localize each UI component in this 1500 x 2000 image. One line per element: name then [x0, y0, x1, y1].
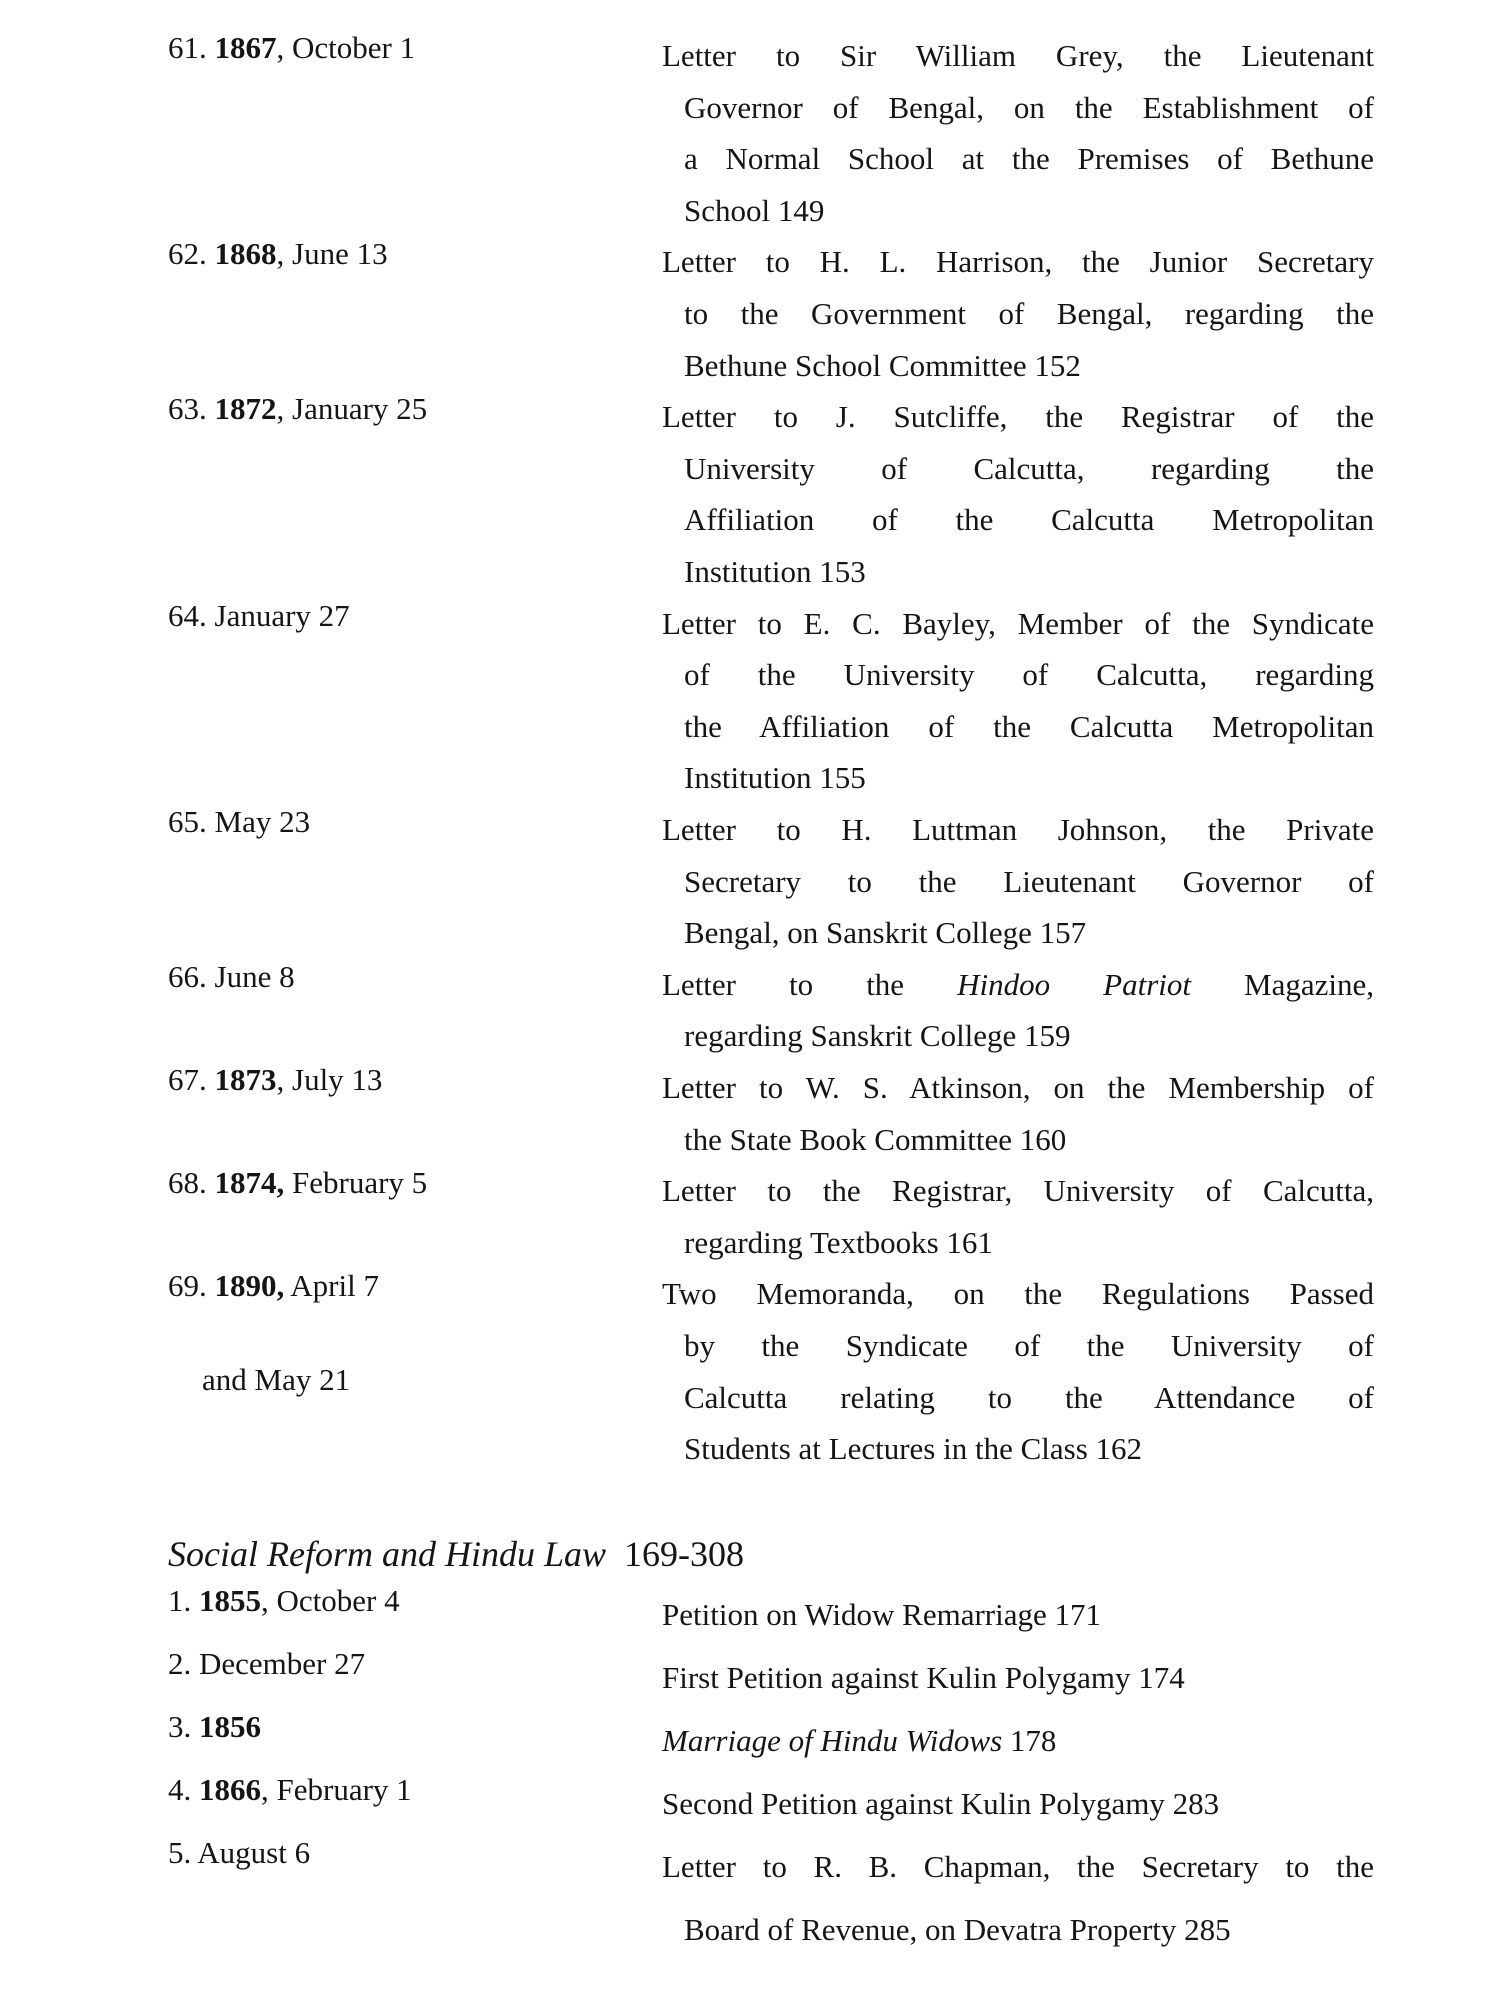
entry-number: 3.: [168, 1709, 192, 1744]
text-segment: Students at Lectures in the Class 162: [684, 1431, 1143, 1467]
entry-date: [168, 30, 415, 66]
entry-number: 5.: [168, 1835, 192, 1870]
entry-date: [168, 1583, 400, 1619]
text-segment: 178: [1002, 1723, 1057, 1758]
entry-description: [662, 236, 1374, 391]
description-line: [684, 288, 1374, 340]
entry-date: [168, 1772, 412, 1808]
entry-date: [168, 1646, 365, 1682]
description-line: [662, 30, 1374, 82]
section-pages: 169-308: [624, 1534, 744, 1574]
description-line: [684, 1114, 1374, 1166]
description-line: [662, 1835, 1374, 1898]
entry-description: [662, 1268, 1374, 1474]
entry-date-rest: , October 4: [261, 1583, 400, 1618]
entry-date: [168, 1709, 261, 1745]
description-line: [662, 804, 1374, 856]
text-segment: Bengal, on Sanskrit College 157: [684, 915, 1087, 951]
entry-date-rest: January 27: [214, 597, 350, 633]
description-line: [684, 340, 1374, 392]
text-segment: First Petition against Kulin Polygamy 174: [662, 1660, 1185, 1695]
entry-date-rest: , June 13: [276, 236, 388, 272]
description-line: [662, 1709, 1374, 1772]
entry-year: 1890,: [214, 1268, 285, 1304]
entry-date-rest: , July 13: [276, 1062, 383, 1097]
entry-date-rest: , October 1: [276, 30, 416, 65]
entry-description: [662, 391, 1374, 597]
entry-description: [662, 1772, 1374, 1835]
text-segment: Letter to E. C. Bayley, Member of the Syndicate: [662, 605, 1374, 641]
entry-year: 1874,: [214, 1165, 285, 1201]
text-segment: Letter to W. S. Atkinson, on the Membership of: [662, 1070, 1374, 1105]
text-segment: the Affiliation of the Calcutta Metropolitan: [684, 708, 1374, 744]
text-segment: Letter to H. Luttman Johnson, the Private: [662, 812, 1374, 847]
entry-description: [662, 804, 1374, 959]
text-segment: Two Memoranda, on the Regulations Passed: [662, 1276, 1374, 1312]
description-line: [684, 1320, 1374, 1372]
text-segment: Letter to Sir William Grey, the Lieutenant: [662, 38, 1374, 73]
description-line: [684, 443, 1374, 495]
entry-date-rest: , January 25: [276, 391, 428, 427]
description-line: [684, 1898, 1374, 1961]
entry-description: [662, 1835, 1374, 1961]
description-line: [684, 546, 1374, 598]
entry-date: [168, 391, 427, 427]
text-segment: regarding Textbooks 161: [684, 1224, 993, 1260]
entry-description: [662, 598, 1374, 804]
entry-date-rest: August 6: [197, 1835, 311, 1870]
text-segment: Calcutta relating to the Attendance of: [684, 1379, 1374, 1415]
description-line: [684, 82, 1374, 134]
description-line: [684, 133, 1374, 185]
entry-date: [168, 598, 350, 634]
text-segment: regarding Sanskrit College 159: [684, 1018, 1071, 1054]
entry-date: [168, 1268, 379, 1304]
entry-year: 1856: [199, 1709, 261, 1744]
description-line: [662, 1646, 1374, 1709]
entry-number: 67.: [168, 1062, 207, 1097]
entry-number: 62.: [168, 236, 207, 272]
entry-description: [662, 1165, 1374, 1268]
text-segment: Bethune School Committee 152: [684, 347, 1081, 383]
entry-number: 66.: [168, 958, 207, 994]
text-segment: Petition on Widow Remarriage 171: [662, 1597, 1101, 1632]
description-line: [662, 598, 1374, 650]
description-line: [684, 701, 1374, 753]
entry-date: [168, 1835, 310, 1871]
description-line: [662, 1165, 1374, 1217]
entry-date-rest: June 8: [214, 958, 295, 994]
description-line: [662, 1268, 1374, 1320]
entry-number: 68.: [168, 1165, 207, 1201]
text-segment: Letter to the: [662, 966, 958, 1002]
entry-date: [168, 236, 388, 272]
description-line: [662, 959, 1374, 1011]
entry-description: [662, 1709, 1374, 1772]
entry-year: 1855: [199, 1583, 261, 1618]
entry-number: 2.: [168, 1646, 192, 1681]
description-line: [684, 649, 1374, 701]
entry-date: [168, 959, 295, 995]
text-segment: Letter to H. L. Harrison, the Junior Secretary: [662, 244, 1374, 280]
description-line: [662, 1772, 1374, 1835]
description-line: [684, 1372, 1374, 1424]
entry-year: 1867: [214, 30, 277, 65]
entry-year: 1873: [214, 1062, 277, 1097]
entry-date: [168, 1062, 382, 1098]
entry-number: 65.: [168, 804, 207, 839]
text-segment: University of Calcutta, regarding the: [684, 450, 1374, 486]
text-segment: Institution 155: [684, 760, 866, 796]
text-segment: Affiliation of the Calcutta Metropolitan: [684, 502, 1374, 538]
entry-description: [662, 959, 1374, 1062]
text-segment: a Normal School at the Premises of Bethune: [684, 141, 1374, 177]
text-segment: Institution 153: [684, 553, 866, 589]
entry-date: [168, 1165, 427, 1201]
entry-date-rest: , February 1: [261, 1772, 412, 1807]
description-line: [684, 907, 1374, 959]
entry-number: 64.: [168, 597, 207, 633]
entry-number: 61.: [168, 30, 207, 65]
description-line: [684, 1010, 1374, 1062]
entry-year: 1872: [214, 391, 277, 427]
entry-number: 63.: [168, 391, 207, 427]
entry-number: 1.: [168, 1583, 192, 1618]
section-heading: [168, 1528, 744, 1580]
description-line: [684, 494, 1374, 546]
entry-date-rest: April 7: [284, 1268, 379, 1304]
description-line: [684, 856, 1374, 908]
text-segment: School 149: [684, 192, 825, 228]
entry-description: [662, 1583, 1374, 1646]
description-line: [662, 236, 1374, 288]
entry-date-extra: and May 21: [202, 1362, 351, 1398]
description-line: [662, 1062, 1374, 1114]
text-segment: by the Syndicate of the University of: [684, 1327, 1374, 1363]
text-segment: Magazine,: [1191, 966, 1375, 1002]
description-line: [684, 1423, 1374, 1475]
entry-number: 69.: [168, 1268, 207, 1304]
text-segment: Letter to the Registrar, University of Calcutta,: [662, 1173, 1374, 1209]
text-segment: Letter to R. B. Chapman, the Secretary to the: [662, 1849, 1374, 1884]
description-line: [662, 1583, 1374, 1646]
text-segment: Letter to J. Sutcliffe, the Registrar of the: [662, 399, 1374, 435]
text-segment: Governor of Bengal, on the Establishment of: [684, 89, 1374, 125]
description-line: [684, 185, 1374, 237]
entry-number: 4.: [168, 1772, 192, 1807]
text-segment: Second Petition against Kulin Polygamy 283: [662, 1786, 1220, 1821]
entry-year: 1868: [214, 236, 277, 272]
entry-date-rest: May 23: [214, 804, 311, 839]
italic-title: Marriage of Hindu Widows: [662, 1723, 1003, 1758]
description-line: [684, 752, 1374, 804]
text-segment: Secretary to the Lieutenant Governor of: [684, 863, 1374, 899]
entry-description: [662, 30, 1374, 236]
text-segment: to the Government of Bengal, regarding the: [684, 295, 1374, 331]
entry-description: [662, 1646, 1374, 1709]
italic-title: Hindoo Patriot: [957, 966, 1191, 1002]
entry-date-rest: December 27: [199, 1646, 366, 1681]
entry-year: 1866: [199, 1772, 261, 1807]
text-segment: the State Book Committee 160: [684, 1121, 1067, 1157]
text-segment: Board of Revenue, on Devatra Property 285: [684, 1912, 1231, 1947]
entry-description: [662, 1062, 1374, 1165]
entry-date-rest: February 5: [284, 1165, 428, 1201]
section-title: Social Reform and Hindu Law: [168, 1534, 606, 1574]
text-segment: of the University of Calcutta, regarding: [684, 657, 1374, 693]
description-line: [684, 1217, 1374, 1269]
description-line: [662, 391, 1374, 443]
entry-date: [168, 804, 310, 840]
